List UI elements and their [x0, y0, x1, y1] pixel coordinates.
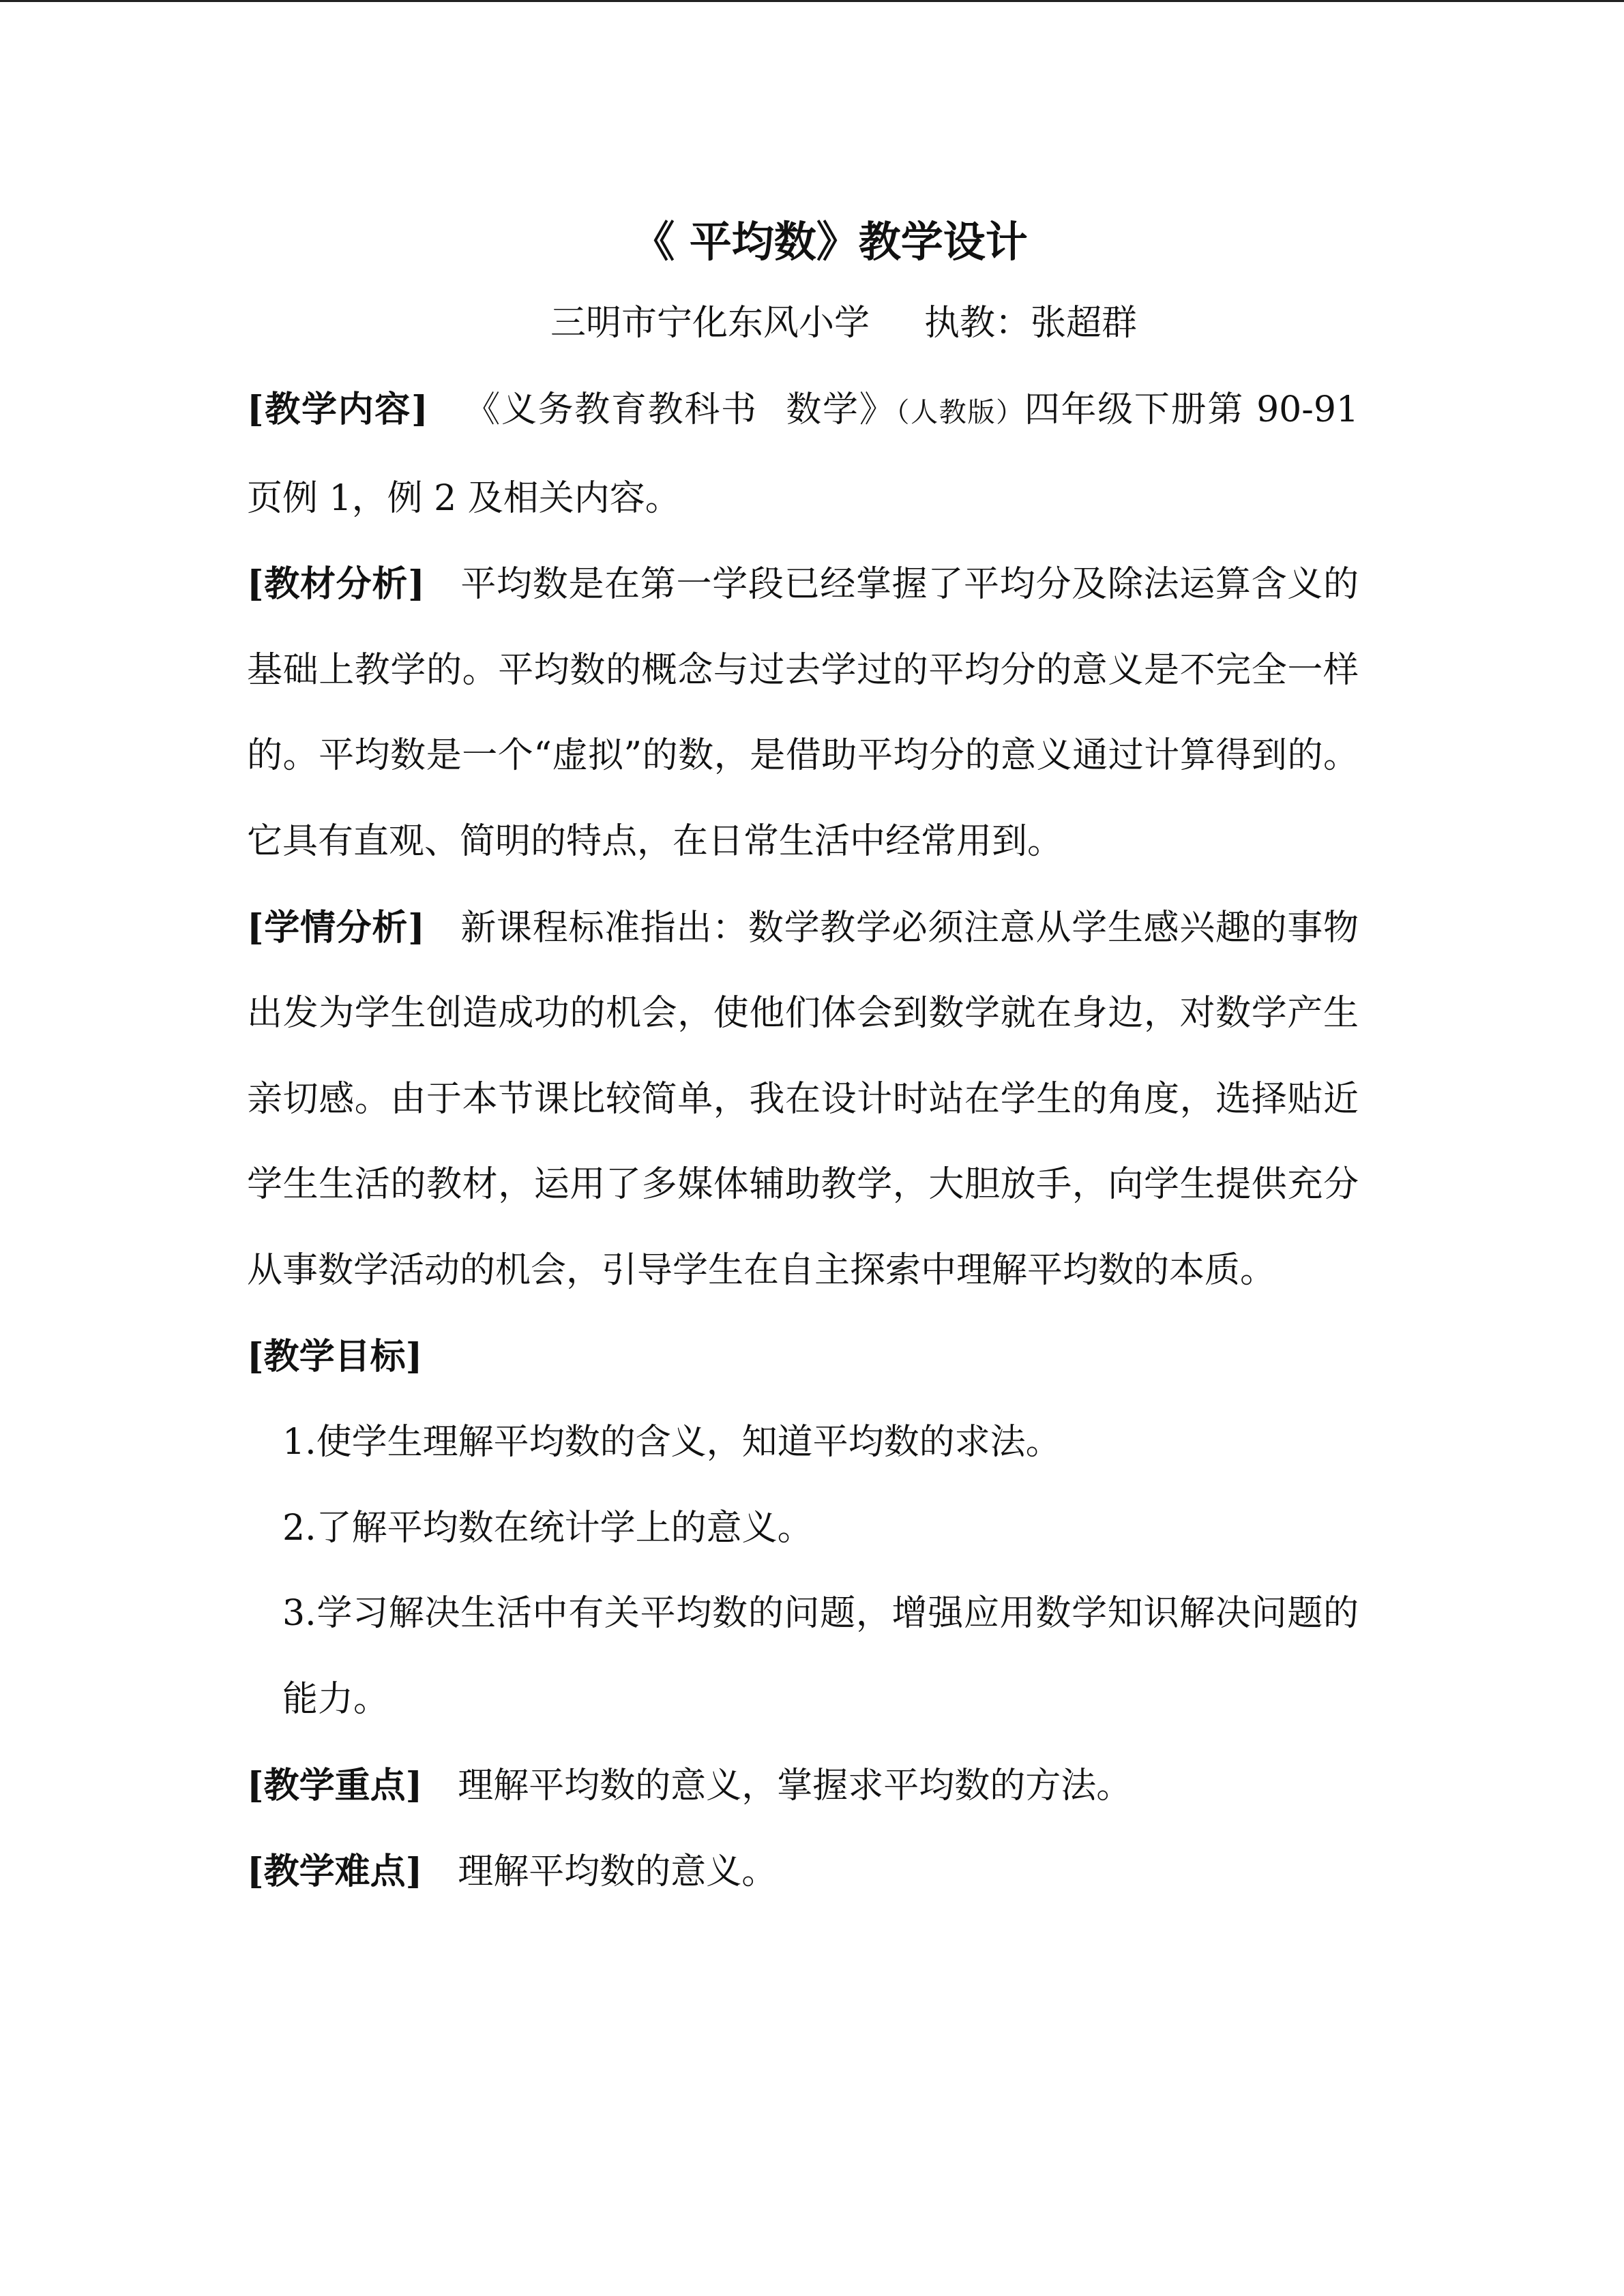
section-text: 四年级下册第 90-91 页例 1，例 2 及相关内容。	[247, 389, 1359, 519]
section-teaching-content	[247, 367, 1359, 541]
section-text: 理解平均数的意义，掌握求平均数的方法。	[458, 1765, 1132, 1806]
section-teaching-goals	[247, 1314, 1359, 1401]
section-material-analysis	[247, 541, 1359, 884]
teacher-name: 执教：张超群	[924, 303, 1138, 344]
document-page	[247, 205, 1359, 1915]
school-name: 三明市宁化东风小学	[550, 303, 870, 344]
section-label: [学情分析]	[247, 906, 425, 949]
section-student-analysis	[247, 885, 1359, 1314]
goal-item: 3.学习解决生活中有关平均数的问题，增强应用数学知识解决问题的能力。	[282, 1593, 1359, 1720]
document-title: 《 平均数》教学设计	[632, 217, 1028, 267]
book-edition: （人教版）	[896, 397, 1024, 428]
goal-item: 1.使学生理解平均数的含义，知道平均数的求法。	[282, 1422, 1061, 1463]
page-top-border	[0, 0, 1624, 2]
section-label: [教学内容]	[247, 389, 428, 430]
section-label: [教学目标]	[247, 1335, 423, 1377]
section-label: [教学难点]	[247, 1851, 423, 1893]
section-key-point	[247, 1743, 1359, 1830]
section-label: [教学重点]	[247, 1764, 423, 1806]
section-text: 理解平均数的意义。	[458, 1851, 778, 1893]
goal-item: 2.了解平均数在统计学上的意义。	[282, 1507, 813, 1549]
author-line	[329, 280, 1359, 367]
section-text: 新课程标准指出：数学教学必须注意从学生感兴趣的事物出发为学生创造成功的机会，使他们体会到数学就在身边，对数学产生亲切感。由于本节课比较简单，我在设计时站在学生的角度，选择贴近学生生活的教材，运用了多媒体辅助教学，大胆放手，向学生提供充分从事数学活动的机会，引导学生在自主探索中理解平均数的本质。	[247, 907, 1359, 1291]
section-difficulty	[247, 1829, 1359, 1915]
book-title-part1: 《义务教育教科书	[463, 389, 758, 430]
book-title-part2: 数学》	[784, 389, 896, 430]
section-label: [教材分析]	[247, 563, 425, 606]
section-text: 平均数是在第一学段已经掌握了平均分及除法运算含义的基础上教学的。平均数的概念与过去学过的平均分的意义是不完全一样的。平均数是一个“虚拟”的数，是借助平均分的意义通过计算得到的。它具有直观、简明的特点，在日常生活中经常用到。	[247, 564, 1359, 862]
